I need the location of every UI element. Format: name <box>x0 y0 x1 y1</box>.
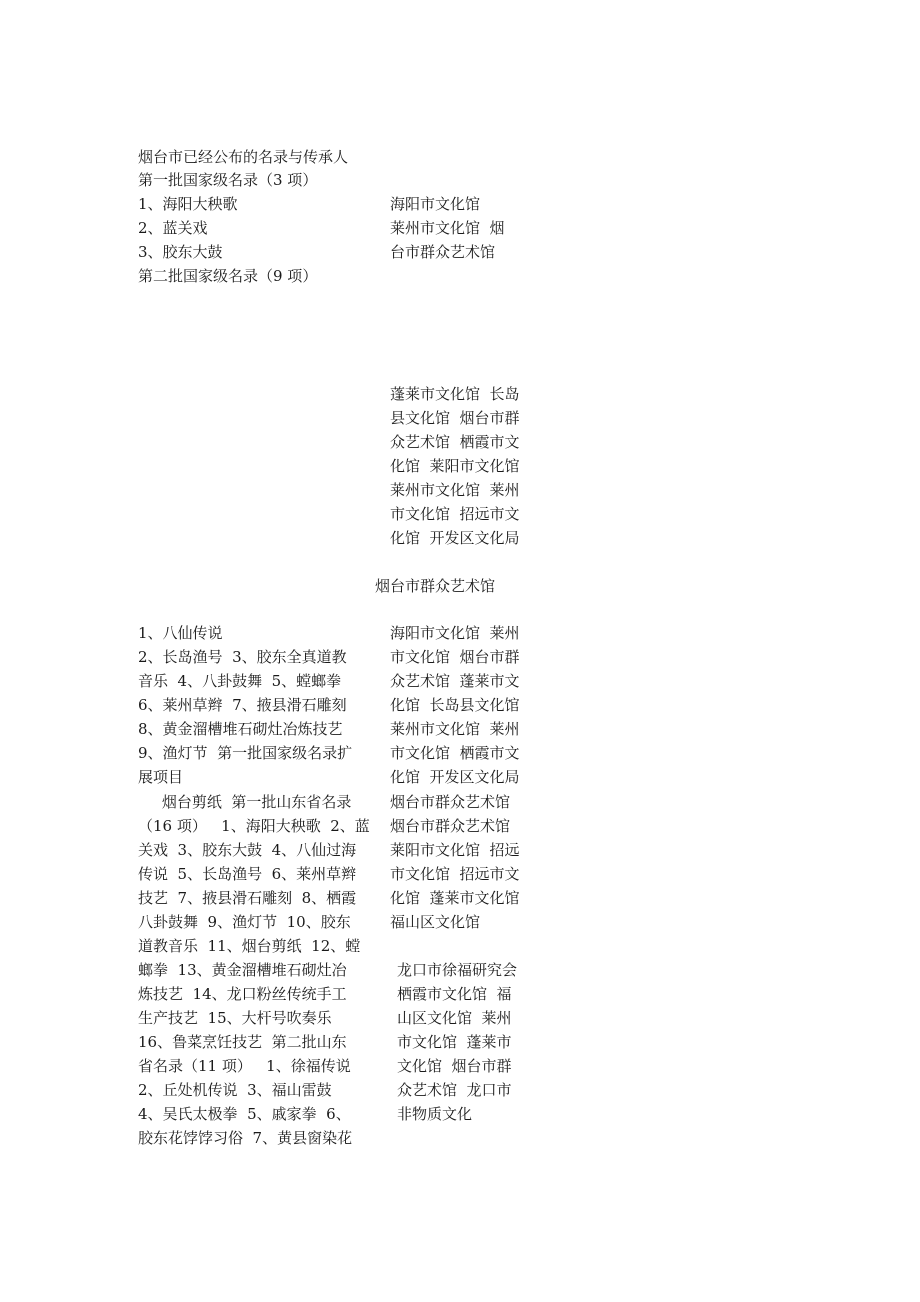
section3-left-line: 2、丘处机传说 3、福山雷鼓 <box>138 1081 332 1099</box>
section3-right-line: 龙口市徐福研究会 <box>397 961 518 979</box>
section3-left-line: 生产技艺 15、大杆号吹奏乐 <box>138 1009 332 1027</box>
section3-right-line: 文化馆 烟台市群 <box>397 1057 512 1075</box>
section3-right-line: 栖霞市文化馆 福 <box>397 985 512 1003</box>
section1-item: 2、蓝关戏 <box>138 219 208 237</box>
section3-left-line: 胶东花饽饽习俗 7、黄县窗染花 <box>138 1129 353 1147</box>
section2-unit-line: 莱州市文化馆 莱州 <box>390 481 520 499</box>
section3-right-line: 烟台市群众艺术馆 <box>390 817 511 835</box>
section1-unit-line: 台市群众艺术馆 <box>390 243 496 261</box>
section3-left-line: 八卦鼓舞 9、渔灯节 10、胶东 <box>138 913 351 931</box>
section1-item: 1、海阳大秧歌 <box>138 195 238 213</box>
section2-unit-line: 化馆 开发区文化局 <box>390 529 520 547</box>
section3-right-line: 市文化馆 招远市文 <box>390 865 520 883</box>
section2-unit-line: 市文化馆 招远市文 <box>390 505 520 523</box>
section3-left-line: 4、吴氏太极拳 5、戚家拳 6、 <box>138 1105 351 1123</box>
document-title: 烟台市已经公布的名录与传承人 <box>138 148 349 166</box>
section3-left-line: 8、黄金溜槽堆石砌灶冶炼技艺 <box>138 720 343 738</box>
section3-left-line: 道教音乐 11、烟台剪纸 12、螳 <box>138 937 361 955</box>
section3-left-line: 1、八仙传说 <box>138 624 223 642</box>
section3-left-line: 螂拳 13、黄金溜槽堆石砌灶冶 <box>138 961 347 979</box>
section1-unit-line: 莱州市文化馆 烟 <box>390 219 505 237</box>
section3-left-line: （16 项） 1、海阳大秧歌 2、蓝 <box>138 817 370 835</box>
section3-left-line: 2、长岛渔号 3、胶东全真道教 <box>138 648 347 666</box>
section3-left-line: 6、莱州草辫 7、掖县滑石雕刻 <box>138 696 347 714</box>
section3-right-line: 莱州市文化馆 莱州 <box>390 720 520 738</box>
section3-right-line: 烟台市群众艺术馆 <box>390 793 511 811</box>
section3-left-line: 炼技艺 14、龙口粉丝传统手工 <box>138 985 347 1003</box>
section3-right-line: 市文化馆 栖霞市文 <box>390 744 520 762</box>
section3-right-line: 山区文化馆 莱州 <box>397 1009 512 1027</box>
section3-right-line: 市文化馆 烟台市群 <box>390 648 520 666</box>
section3-right-line: 市文化馆 蓬莱市 <box>397 1033 512 1051</box>
section3-right-line: 化馆 开发区文化局 <box>390 768 520 786</box>
section3-right-line: 海阳市文化馆 莱州 <box>390 624 520 642</box>
section3-left-line: 16、鲁菜烹饪技艺 第二批山东 <box>138 1033 347 1051</box>
section1-unit-line: 海阳市文化馆 <box>390 195 481 213</box>
section3-left-line: 关戏 3、胶东大鼓 4、八仙过海 <box>138 841 357 859</box>
section3-right-line: 非物质文化 <box>397 1105 473 1123</box>
section2-heading: 第二批国家级名录（9 项） <box>138 267 318 285</box>
section2-unit-line: 众艺术馆 栖霞市文 <box>390 433 520 451</box>
section3-left-line: 烟台剪纸 第一批山东省名录 <box>138 793 352 811</box>
section2-unit-line: 县文化馆 烟台市群 <box>390 409 520 427</box>
section3-left-line: 传说 5、长岛渔号 6、莱州草辫 <box>138 865 357 883</box>
section3-left-line: 技艺 7、掖县滑石雕刻 8、栖霞 <box>138 889 357 907</box>
section3-right-line: 众艺术馆 龙口市 <box>397 1081 512 1099</box>
section2-unit-line: 化馆 莱阳市文化馆 <box>390 457 520 475</box>
section3-right-line: 莱阳市文化馆 招远 <box>390 841 520 859</box>
section3-right-line: 化馆 蓬莱市文化馆 <box>390 889 520 907</box>
section3-left-line: 展项目 <box>138 768 184 786</box>
section3-left-line: 9、渔灯节 第一批国家级名录扩 <box>138 744 353 762</box>
section1-item: 3、胶东大鼓 <box>138 243 223 261</box>
section3-right-line: 福山区文化馆 <box>390 913 481 931</box>
section2-center-unit: 烟台市群众艺术馆 <box>375 577 496 595</box>
section3-right-line: 众艺术馆 蓬莱市文 <box>390 672 520 690</box>
section1-heading: 第一批国家级名录（3 项） <box>138 171 318 189</box>
section3-left-line: 音乐 4、八卦鼓舞 5、螳螂拳 <box>138 672 342 690</box>
section2-unit-line: 蓬莱市文化馆 长岛 <box>390 385 520 403</box>
section3-right-line: 化馆 长岛县文化馆 <box>390 696 520 714</box>
section3-left-line: 省名录（11 项） 1、徐福传说 <box>138 1057 351 1075</box>
